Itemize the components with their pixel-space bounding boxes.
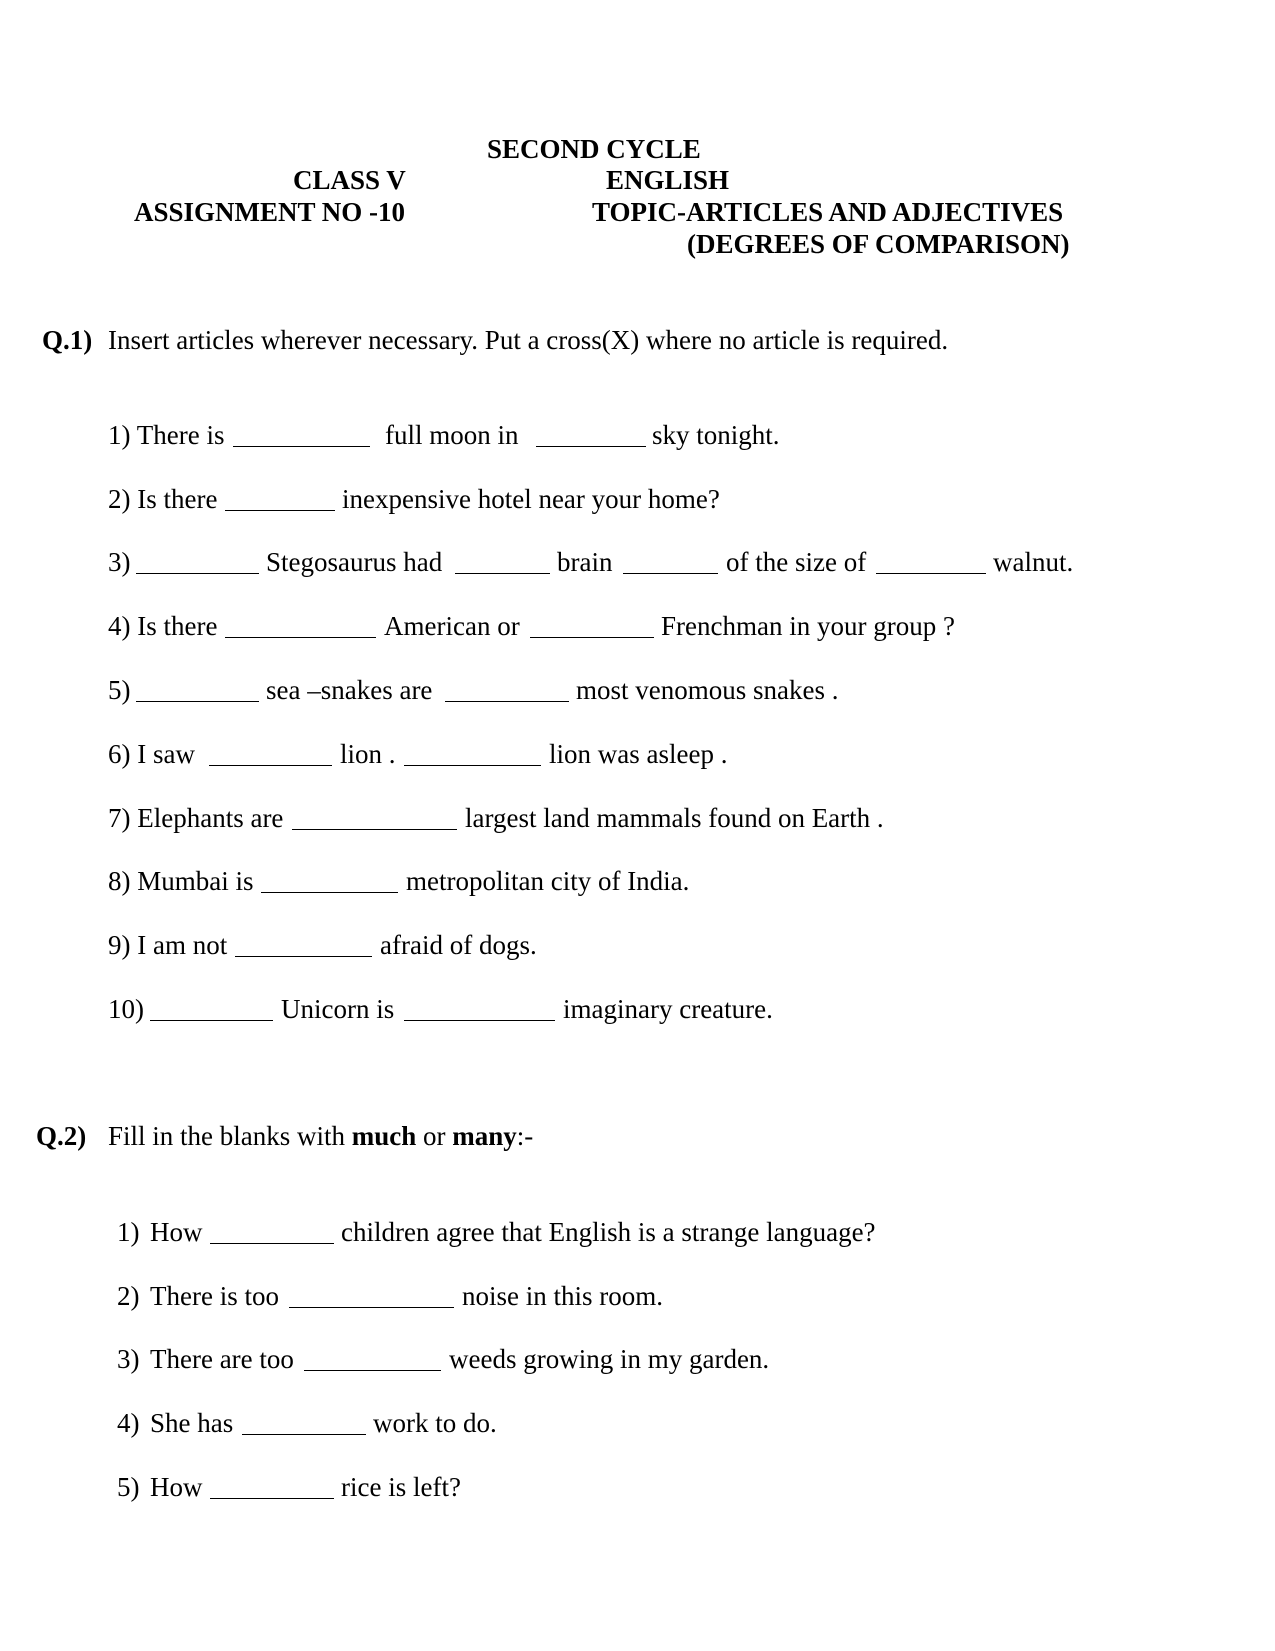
q2-item-5-pre: How: [150, 1472, 203, 1502]
q2-item-4-post: work to do.: [373, 1408, 497, 1438]
q1-item-4-num: 4) Is there: [108, 611, 218, 641]
q1-item-3-part3: of the size of: [726, 547, 867, 577]
answer-blank[interactable]: [876, 573, 986, 574]
topic-subtitle: (DEGREES OF COMPARISON): [687, 229, 1070, 259]
answer-blank[interactable]: [225, 510, 335, 511]
q1-item-8-num: 8) Mumbai is: [108, 866, 254, 896]
q2-item-4-num: 4): [117, 1408, 140, 1438]
q1-item-3: [0, 549, 1275, 579]
q2-item-5-post: rice is left?: [341, 1472, 461, 1502]
answer-blank[interactable]: [136, 573, 259, 574]
answer-blank[interactable]: [136, 701, 259, 702]
q1-item-5-num: 5): [108, 675, 131, 705]
q1-item-6-part1: lion .: [340, 739, 396, 769]
q2-item-3: [0, 1346, 1275, 1376]
q1-item-5-part2: most venomous snakes .: [576, 675, 839, 705]
q1-item-9: [0, 932, 1275, 962]
answer-blank[interactable]: [225, 637, 376, 638]
q1-item-6: [0, 741, 1275, 771]
q1-label: Q.1): [42, 325, 93, 355]
q2-item-2-pre: There is too: [150, 1281, 279, 1311]
q2-item-2: [0, 1283, 1275, 1313]
class-label: CLASS V: [293, 165, 406, 195]
q2-label: Q.2): [36, 1121, 87, 1151]
q1-item-6-num: 6) I saw: [108, 739, 195, 769]
q2-item-1-post: children agree that English is a strange language?: [341, 1217, 876, 1247]
answer-blank[interactable]: [445, 701, 569, 702]
q2-instruction: [108, 1123, 533, 1150]
answer-blank[interactable]: [261, 892, 398, 893]
answer-blank[interactable]: [235, 956, 372, 957]
q1-item-1-part1: full moon in: [385, 420, 519, 450]
q1-item-3-num: 3): [108, 547, 131, 577]
q1-item-10-part2: imaginary creature.: [563, 994, 773, 1024]
answer-blank[interactable]: [289, 1307, 454, 1308]
answer-blank[interactable]: [623, 573, 718, 574]
q1-item-7-part1: largest land mammals found on Earth .: [465, 803, 884, 833]
answer-blank[interactable]: [530, 637, 654, 638]
q2-instruction-pre: Fill in the blanks with: [108, 1121, 352, 1151]
q1-item-3-part2: brain: [557, 547, 613, 577]
q1-item-1: [0, 422, 1275, 452]
q1-item-7: [0, 805, 1275, 835]
q1-item-2-num: 2) Is there: [108, 484, 218, 514]
q1-item-10-num: 10): [108, 994, 144, 1024]
q2-item-1-pre: How: [150, 1217, 203, 1247]
topic-label: TOPIC-ARTICLES AND ADJECTIVES: [592, 197, 1064, 227]
q2-word-much: much: [351, 1121, 417, 1151]
q1-item-5-part1: sea –snakes are: [266, 675, 433, 705]
q2-instruction-post: :-: [516, 1121, 534, 1151]
q1-item-4: [0, 613, 1275, 643]
assignment-label: ASSIGNMENT NO -10: [134, 197, 406, 227]
q1-item-9-num: 9) I am not: [108, 930, 228, 960]
answer-blank[interactable]: [404, 765, 541, 766]
q1-item-1-part2: sky tonight.: [652, 420, 780, 450]
q2-item-1-num: 1): [117, 1217, 140, 1247]
q2-item-1: [0, 1219, 1275, 1249]
q1-item-3-part4: walnut.: [993, 547, 1074, 577]
q1-item-7-num: 7) Elephants are: [108, 803, 284, 833]
answer-blank[interactable]: [404, 1020, 555, 1021]
q1-item-4-part1: American or: [384, 611, 520, 641]
answer-blank[interactable]: [536, 446, 646, 447]
q1-item-10: [0, 996, 1275, 1026]
q2-item-2-post: noise in this room.: [462, 1281, 663, 1311]
subject-label: ENGLISH: [606, 165, 730, 195]
q1-item-1-num: 1) There is: [108, 420, 225, 450]
q1-instruction: Insert articles wherever necessary. Put a cross(X) where no article is required.: [108, 325, 949, 355]
answer-blank[interactable]: [209, 765, 332, 766]
answer-blank[interactable]: [210, 1498, 334, 1499]
q2-item-5: [0, 1474, 1275, 1504]
q2-word-many: many: [452, 1121, 517, 1151]
q1-item-2: [0, 486, 1275, 516]
q1-item-8-part1: metropolitan city of India.: [406, 866, 690, 896]
answer-blank[interactable]: [210, 1243, 334, 1244]
q1-item-3-part1: Stegosaurus had: [266, 547, 443, 577]
answer-blank[interactable]: [304, 1370, 441, 1371]
q1-item-8: [0, 868, 1275, 898]
q2-item-4-pre: She has: [150, 1408, 234, 1438]
q2-instruction-mid: or: [416, 1121, 453, 1151]
answer-blank[interactable]: [242, 1434, 366, 1435]
q2-item-3-post: weeds growing in my garden.: [449, 1344, 770, 1374]
q2-item-2-num: 2): [117, 1281, 140, 1311]
answer-blank[interactable]: [455, 573, 550, 574]
q1-item-6-part2: lion was asleep .: [549, 739, 728, 769]
q1-item-2-part1: inexpensive hotel near your home?: [342, 484, 720, 514]
q2-item-3-pre: There are too: [150, 1344, 294, 1374]
answer-blank[interactable]: [233, 446, 370, 447]
q1-item-5: [0, 677, 1275, 707]
answer-blank[interactable]: [150, 1020, 273, 1021]
answer-blank[interactable]: [292, 829, 457, 830]
q1-item-9-part1: afraid of dogs.: [380, 930, 537, 960]
q2-item-4: [0, 1410, 1275, 1440]
q1-item-4-part2: Frenchman in your group ?: [661, 611, 955, 641]
cycle-heading: SECOND CYCLE: [487, 134, 701, 164]
q2-item-5-num: 5): [117, 1472, 140, 1502]
q1-item-10-part1: Unicorn is: [281, 994, 395, 1024]
q2-item-3-num: 3): [117, 1344, 140, 1374]
